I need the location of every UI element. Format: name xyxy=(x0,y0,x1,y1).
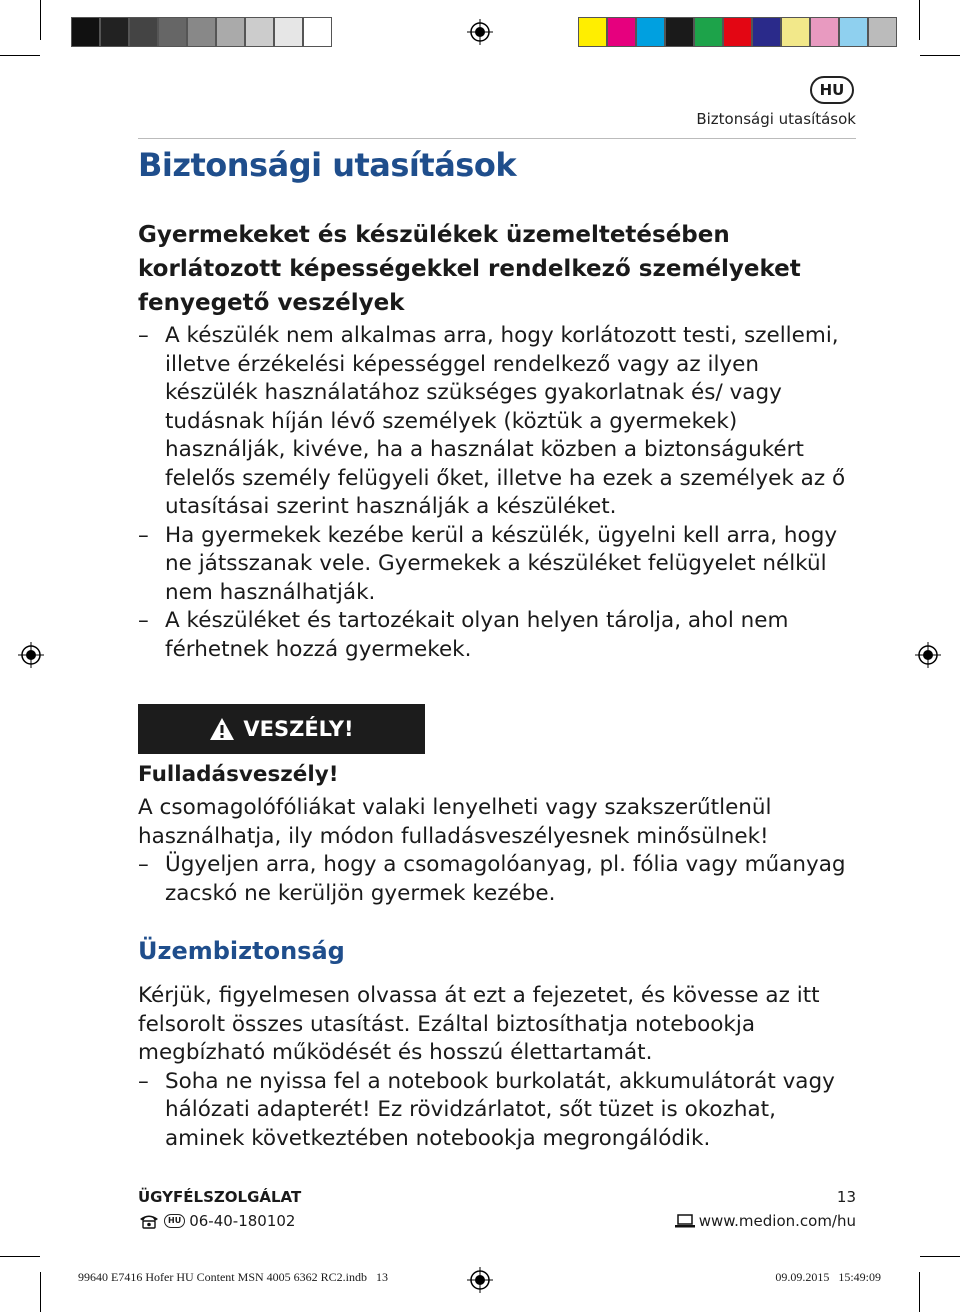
crop-mark xyxy=(920,55,960,56)
registration-mark-icon xyxy=(18,642,44,668)
color-swatch xyxy=(636,17,665,47)
crop-mark xyxy=(0,55,40,56)
color-swatch xyxy=(303,17,332,47)
section-heading-children xyxy=(138,218,858,320)
heading-line: Gyermekeket és készülékek üzemeltetésében xyxy=(138,222,730,248)
list-item: – Soha ne nyissa fel a notebook burkolatát, akkumulátorát vagy hálózati adapterét! Ez rövidzárlatot, sőt tüzet is okozhat, aminek következtében notebookja megrongálódik. xyxy=(138,1068,858,1154)
color-swatch xyxy=(868,17,897,47)
registration-mark-icon xyxy=(915,642,941,668)
heading-line: fenyegető veszélyek xyxy=(138,290,405,316)
warning-triangle-icon xyxy=(209,717,235,741)
color-swatch xyxy=(810,17,839,47)
main-content xyxy=(138,140,858,1153)
list-item: – A készülék nem alkalmas arra, hogy korlátozott testi, szellemi, illetve érzékelési képességgel rendelkező vagy az ilyen készülék használatához szükséges gyakorlatnak és/ vagy tudásnak híján lévő személyek (köztük a gyermekek) használják, kivéve, ha a használat közben a biztonságukért felelős személy felügyeli őket, illetve ha ezek a személyek az ő utasításai szerint használják a készüléket. xyxy=(138,322,858,522)
color-swatch xyxy=(274,17,303,47)
laptop-icon xyxy=(675,1214,695,1228)
registration-mark-icon xyxy=(467,1267,493,1293)
crop-mark xyxy=(919,0,920,40)
color-swatch xyxy=(129,17,158,47)
grayscale-color-bar xyxy=(71,17,332,47)
list-item: – A készüléket és tartozékait olyan helyen tárolja, ahol nem férhetnek hozzá gyermekek. xyxy=(138,607,858,664)
danger-subheading: Fulladásveszély! xyxy=(138,762,339,787)
crop-mark xyxy=(40,0,41,40)
color-swatch xyxy=(100,17,129,47)
color-swatch xyxy=(607,17,636,47)
print-slug-date: 09.09.2015 15:49:09 xyxy=(775,1270,881,1284)
process-color-bar xyxy=(578,17,897,47)
color-swatch xyxy=(694,17,723,47)
crop-mark xyxy=(0,1256,40,1257)
danger-label xyxy=(138,704,425,754)
bullet-list xyxy=(138,322,858,664)
color-swatch xyxy=(158,17,187,47)
customer-service-label: ÜGYFÉLSZOLGÁLAT xyxy=(138,1188,302,1206)
color-swatch xyxy=(723,17,752,47)
crop-mark xyxy=(920,1256,960,1257)
color-swatch xyxy=(216,17,245,47)
registration-mark-icon xyxy=(467,19,493,45)
footer-phone xyxy=(138,1212,295,1230)
color-swatch xyxy=(752,17,781,47)
phone-country-badge: HU xyxy=(164,1214,185,1228)
crop-mark xyxy=(40,1272,41,1312)
print-slug-file: 99640 E7416 Hofer HU Content MSN 4005 6362 RC2.indb 13 xyxy=(78,1270,388,1284)
page-number: 13 xyxy=(836,1188,856,1206)
section-paragraph: Kérjük, figyelmesen olvassa át ezt a fejezetet, és kövesse az itt felsorolt összes utasítást. Ezáltal biztosíthatja notebookja megbízható működését és hosszú élettartamát. xyxy=(138,983,820,1065)
header-divider xyxy=(138,138,856,139)
section-heading-operation-safety: Üzembiztonság xyxy=(138,937,345,965)
running-header: Biztonsági utasítások xyxy=(696,110,856,128)
color-swatch xyxy=(665,17,694,47)
page-title: Biztonsági utasítások xyxy=(138,146,517,184)
color-swatch xyxy=(839,17,868,47)
danger-text: VESZÉLY! xyxy=(243,717,354,741)
language-badge: HU xyxy=(810,76,854,104)
phone-number: 06-40-180102 xyxy=(189,1212,296,1230)
website-link[interactable]: www.medion.com/hu xyxy=(698,1212,856,1230)
list-item: – Ügyeljen arra, hogy a csomagolóanyag, pl. fólia vagy műanyag zacskó ne kerüljön gyermek kezébe. xyxy=(138,851,858,908)
danger-paragraph: A csomagolófóliákat valaki lenyelheti vagy szakszerűtlenül használhatja, ily módon fulladásveszélyesnek minősülnek! xyxy=(138,795,772,849)
heading-line: korlátozott képességekkel rendelkező személyeket xyxy=(138,256,801,282)
list-item: – Ha gyermekek kezébe kerül a készülék, ügyelni kell arra, hogy ne játsszanak vele. Gyermekek a készüléket felügyelet nélkül nem használhatják. xyxy=(138,522,858,608)
color-swatch xyxy=(245,17,274,47)
crop-mark xyxy=(919,1272,920,1312)
color-swatch xyxy=(71,17,100,47)
footer-website xyxy=(675,1212,856,1230)
color-swatch xyxy=(781,17,810,47)
color-swatch xyxy=(187,17,216,47)
color-swatch xyxy=(578,17,607,47)
telephone-icon xyxy=(138,1213,160,1229)
